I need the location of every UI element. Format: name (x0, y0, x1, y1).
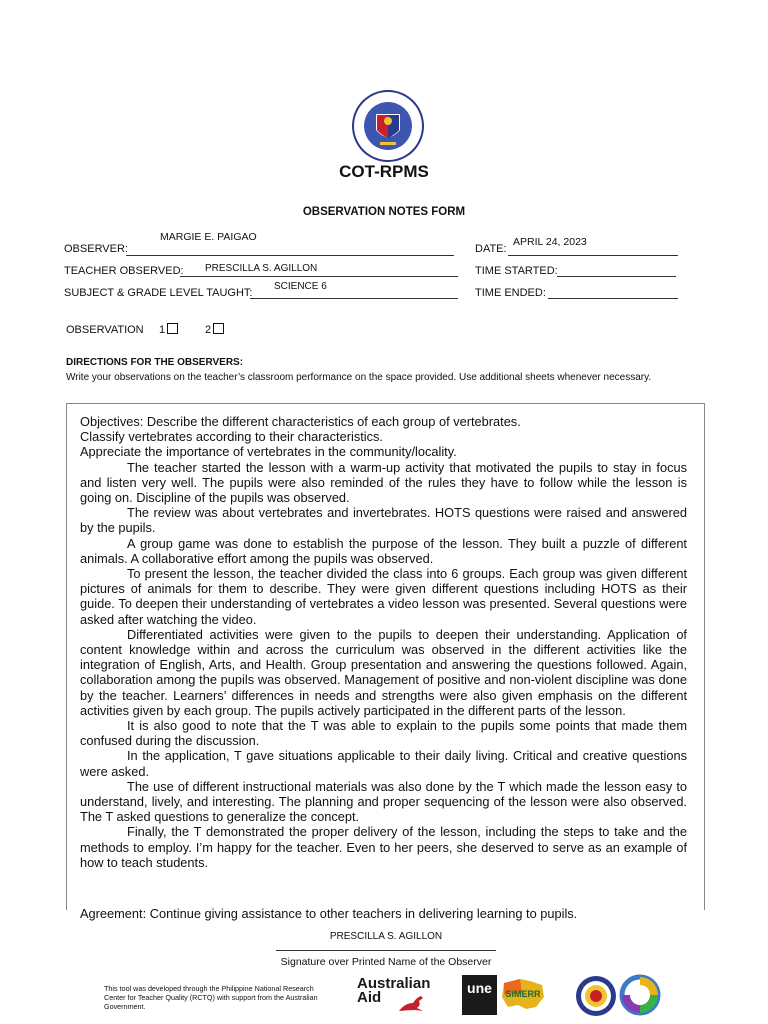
observation-option-2[interactable] (205, 323, 224, 336)
objective-2: Classify vertebrates according to their characteristics. (80, 429, 383, 445)
university-seal-icon (575, 975, 617, 1017)
note-paragraph: The use of different instructional materials was also done by the T which made the lesson easy to understand, lively, and interesting. The planning and proper sequencing of the lesson were also observed. The T asked questions to generalize the concept. (80, 778, 687, 825)
rctq-logo-icon (618, 973, 662, 1017)
note-paragraph: The teacher started the lesson with a warm-up activity that motivated the pupils to stay in focus and listen very well. The pupils were also reminded of the rules they have to follow while the lesson is going on. Discipline of the pupils was observed. (80, 459, 687, 506)
note-paragraph: The review was about vertebrates and invertebrates. HOTS questions were raised and answered by the pupils. (80, 505, 687, 536)
notes-text (80, 414, 687, 870)
signature-line (276, 950, 496, 951)
objective-3: Appreciate the importance of vertebrates in the community/locality. (80, 444, 457, 460)
note-paragraph: It is also good to note that the T was able to explain to the pupils some points that made them confused during the discussion. (80, 718, 687, 749)
simerr-logo (500, 975, 546, 1013)
observation-option-1[interactable] (159, 323, 178, 336)
date-value[interactable]: APRIL 24, 2023 (513, 236, 587, 248)
teacher-value[interactable]: PRESCILLA S. AGILLON (205, 263, 318, 274)
agreement-text: Agreement: Continue giving assistance to other teachers in delivering learning to pupils. (80, 906, 578, 921)
deped-seal-logo (350, 88, 426, 164)
option-2-label: 2 (205, 324, 212, 336)
subject-line (250, 298, 458, 299)
subject-value[interactable]: SCIENCE 6 (274, 281, 327, 292)
ausaid-line1: Australian (357, 975, 431, 992)
note-paragraph: Finally, the T demonstrated the proper delivery of the lesson, including the steps to take and the methods to employ. I’m happy for the teacher. Even to her peers, she deserved to serve as an example of how to teach students. (80, 824, 687, 870)
observer-label: OBSERVER: (64, 243, 128, 255)
time-started-label: TIME STARTED: (475, 265, 558, 277)
une-text: une (467, 980, 492, 996)
form-title: COT-RPMS (339, 162, 429, 181)
option-2-checkbox[interactable] (213, 323, 224, 334)
option-1-label: 1 (159, 324, 166, 336)
footer-note: This tool was developed through the Philippine National Research Center for Teacher Quality (RCTQ) with support from the Australian Government. (104, 984, 318, 1011)
une-logo (462, 975, 497, 1015)
subject-label: SUBJECT & GRADE LEVEL TAUGHT: (64, 287, 253, 299)
objective-1: Objectives: Describe the different characteristics of each group of vertebrates. (80, 414, 521, 429)
teacher-label: TEACHER OBSERVED: (64, 265, 184, 277)
time-started-line[interactable] (557, 276, 676, 277)
observation-label: OBSERVATION (66, 324, 144, 336)
date-label: DATE: (475, 243, 507, 255)
directions-heading: DIRECTIONS FOR THE OBSERVERS: (66, 357, 244, 368)
observer-value[interactable]: MARGIE E. PAIGAO (160, 231, 257, 243)
note-paragraph: A group game was done to establish the purpose of the lesson. They built a puzzle of different animals. A collaborative effort among the pupils was observed. (80, 535, 687, 566)
note-paragraph: In the application, T gave situations applicable to their daily living. Critical and creative questions were asked. (80, 748, 687, 779)
simerr-text: SiMERR (505, 989, 541, 999)
observer-line (126, 255, 454, 256)
note-paragraph: Differentiated activities were given to the pupils to deepen their understanding. Application of content knowledge within and across the curriculum was observed in the different activities like the integration of English, Arts, and Health. Group presentation and answering the questions followed. Again, collaboration among the pupils was observed. Management of positive and non-violent discipline was done by the teacher. Learners’ differences in needs and strengths were also given emphasis on the different activities given by each group. The pupils actively participated in the different parts of the lesson. (80, 626, 687, 718)
time-ended-line[interactable] (548, 298, 678, 299)
form-subtitle: OBSERVATION NOTES FORM (302, 206, 466, 218)
kangaroo-icon (397, 993, 427, 1013)
signature-caption: Signature over Printed Name of the Observer (280, 956, 492, 968)
time-ended-label: TIME ENDED: (475, 287, 546, 299)
ausaid-line2: Aid (357, 989, 382, 1006)
note-paragraph: To present the lesson, the teacher divided the class into 6 groups. Each group was given different pictures of animals for them to describe. They were given different questions including HOTS as their guide. To deepen their understanding of vertebrates a video lesson was presented. Several questions were asked after watching the video. (80, 566, 687, 627)
signature-name[interactable]: PRESCILLA S. AGILLON (329, 931, 443, 942)
date-line (508, 255, 678, 256)
directions-text: Write your observations on the teacher’s classroom performance on the space provided. Use additional sheets whenever necessary. (66, 372, 652, 383)
australian-aid-logo (357, 975, 431, 1006)
teacher-line (180, 276, 458, 277)
option-1-checkbox[interactable] (167, 323, 178, 334)
